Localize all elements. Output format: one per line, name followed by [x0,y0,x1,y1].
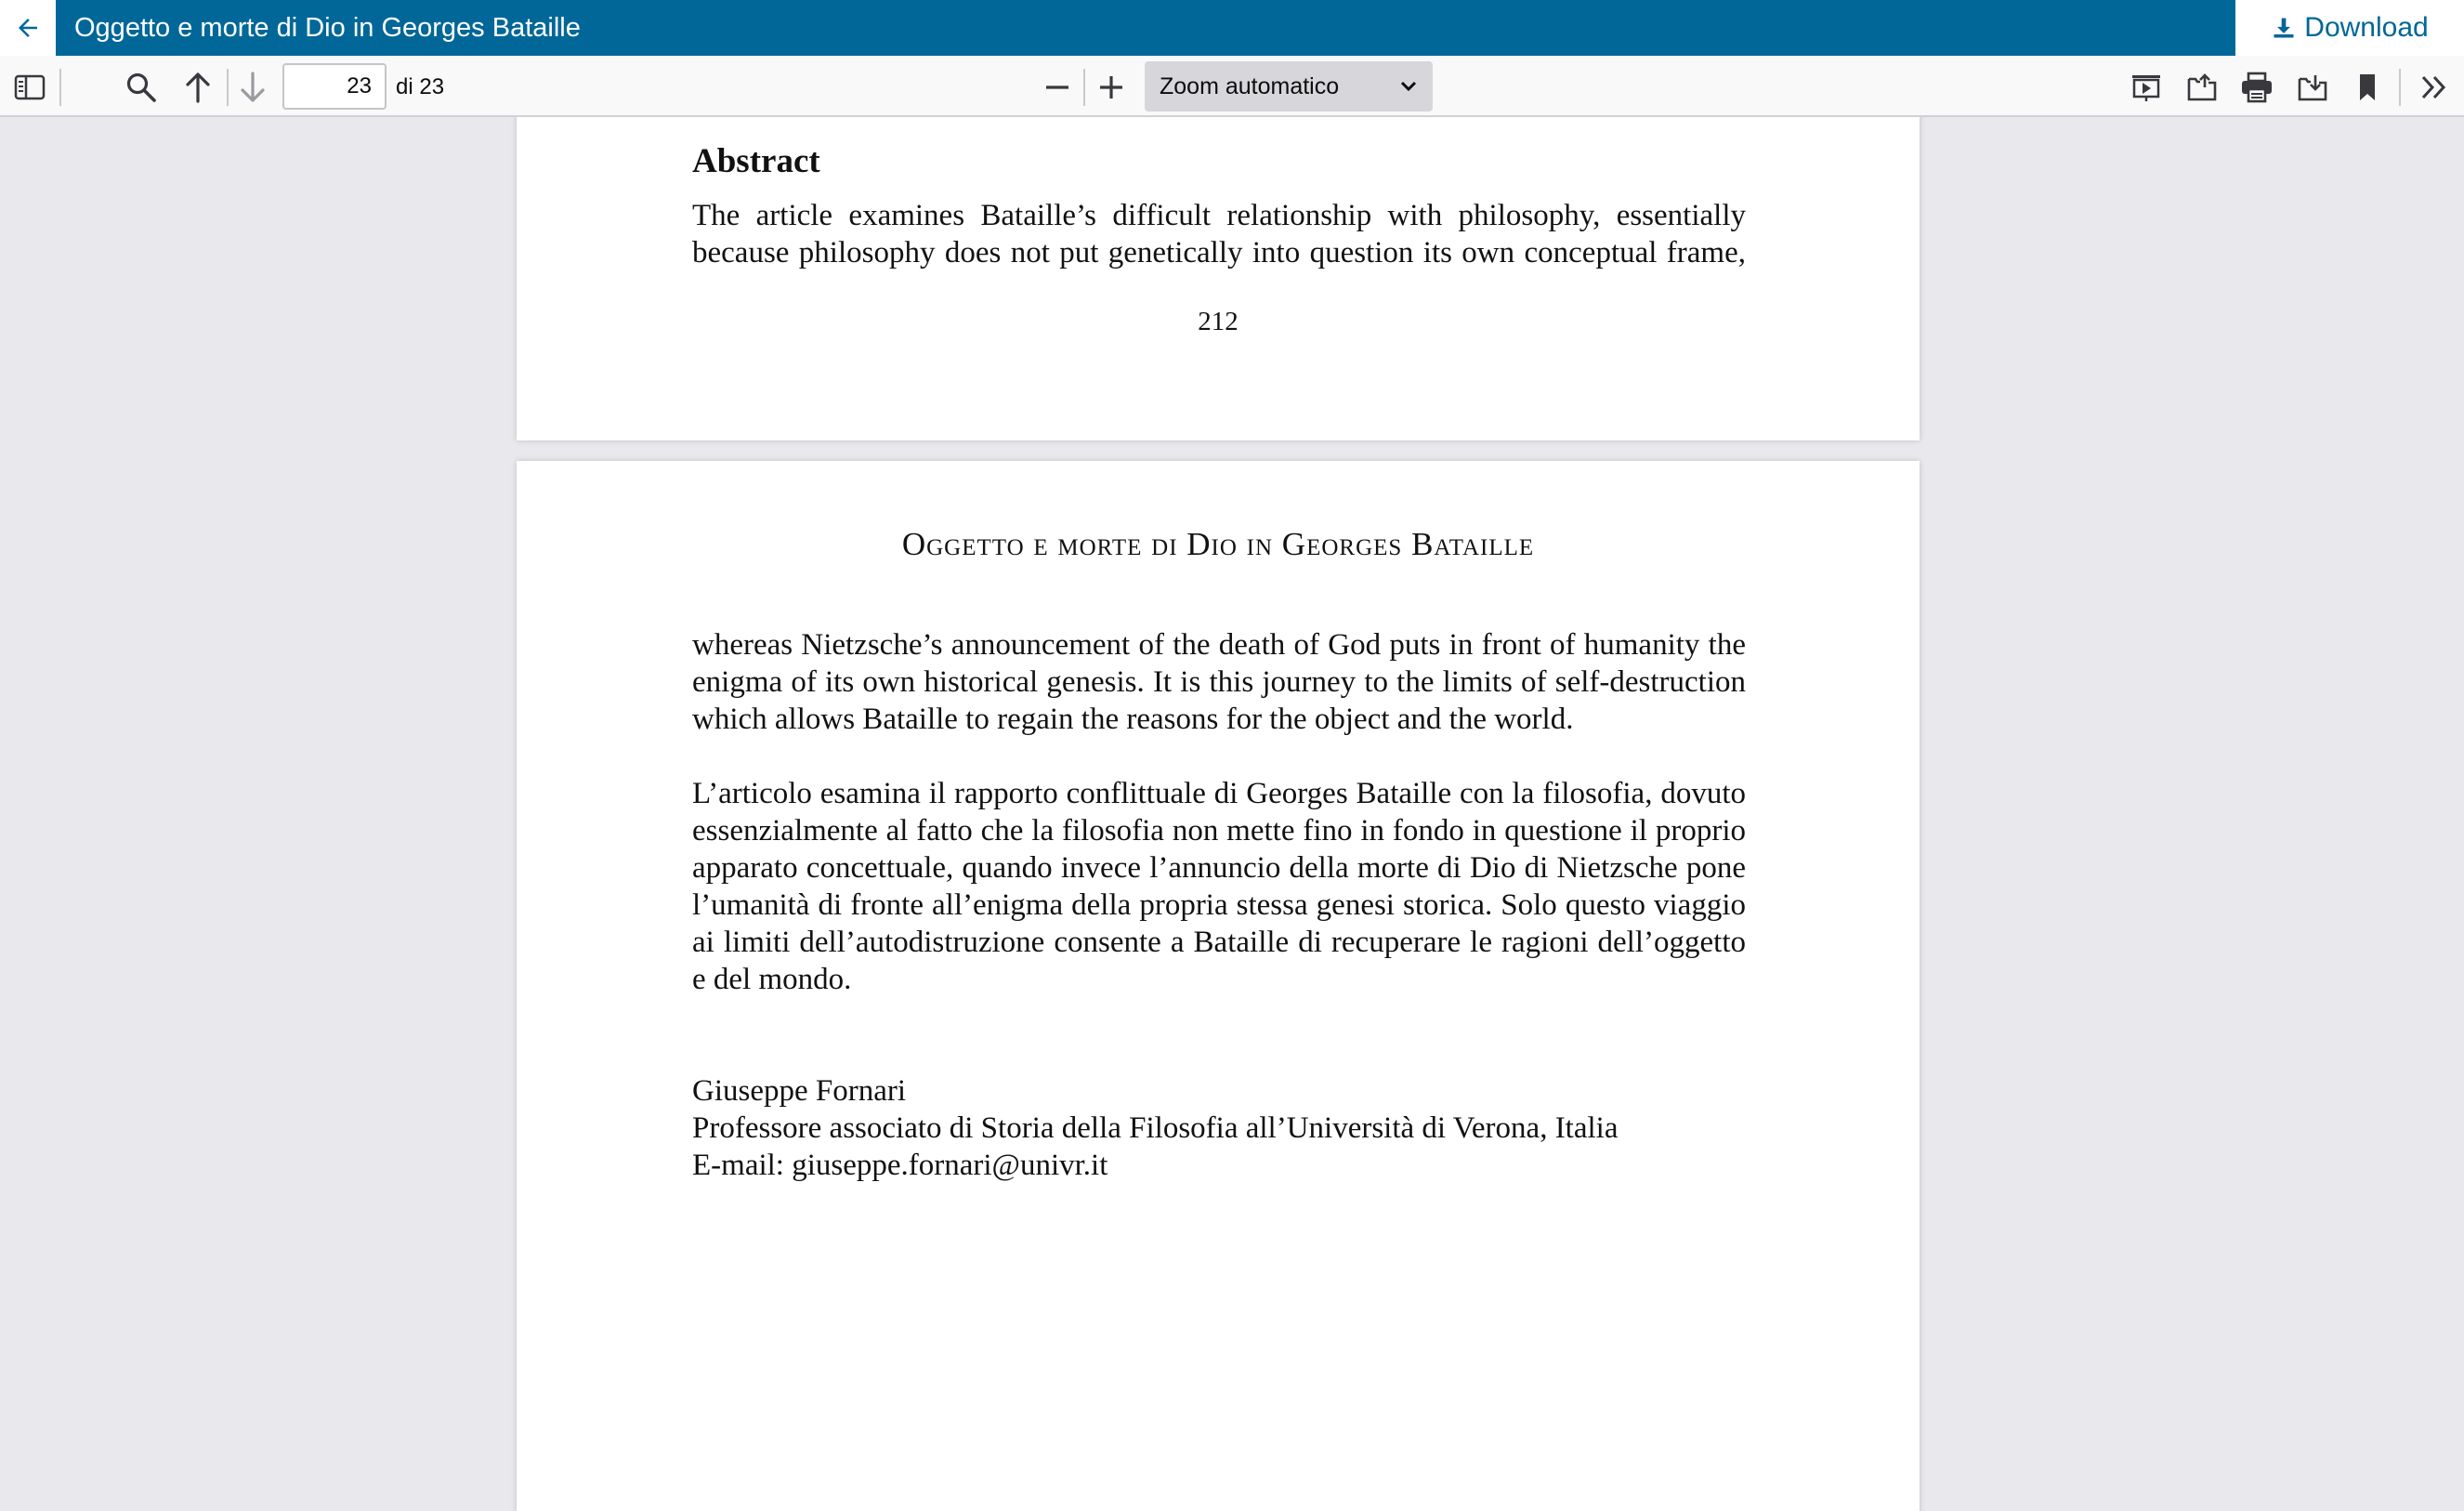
chevron-down-icon [1399,80,1418,93]
pdf-page-previous [517,117,1920,440]
arrow-up-icon [183,71,213,104]
bookmark-icon [2356,72,2379,102]
pdf-page-current [517,461,1920,1511]
toolbar-separator [59,69,61,106]
running-header: Oggetto e morte di Dio in Georges Bataille [901,526,1535,562]
double-chevron-right-icon [2419,73,2449,101]
tools-menu-button[interactable] [2414,67,2455,108]
author-name: Giuseppe Fornari [692,1074,907,1108]
abstract-heading: Abstract [692,142,820,180]
arrow-down-icon [238,71,268,104]
minus-icon [1043,73,1071,101]
author-email: E-mail: giuseppe.fornari@univr.it [692,1149,1108,1182]
find-button[interactable] [121,67,162,108]
author-block [692,1072,1618,1184]
print-icon [2240,72,2274,103]
pdf-toolbar [0,56,2464,117]
bookmark-button[interactable] [2347,67,2388,108]
abstract-italian: L’articolo esamina il rapporto conflittuale di Georges Bataille con la filosofia, dovuto essenzialmente al fatto che la filosofia non mette fino in fondo in questione il proprio apparato concettuale, quando invece l’annuncio della morte di Dio di Nietzsche pone l’umanità di fronte all’enigma della propria stessa genesi storica. Solo questo viaggio ai limiti dell’autodistruzione consente a Bataille di recuperare le ragioni dell’oggetto e del mondo. [692,777,1746,996]
previous-page-button[interactable] [177,67,218,108]
download-icon [2271,15,2297,41]
toolbar-separator [227,69,229,106]
zoom-in-button[interactable] [1091,67,1132,108]
save-button[interactable] [2292,67,2333,108]
page-number: 212 [1198,307,1239,336]
open-file-icon [2186,72,2218,102]
page-number-input[interactable] [282,63,387,110]
arrow-left-icon [14,14,42,42]
download-label: Download [2304,12,2429,43]
save-download-icon [2297,72,2328,102]
sidebar-toggle-button[interactable] [9,67,50,108]
download-button[interactable] [2235,0,2464,56]
title-bar [0,0,2464,56]
toolbar-separator [2399,69,2401,106]
toolbar-separator [1083,69,1085,106]
sidebar-icon [14,73,46,101]
zoom-out-button[interactable] [1037,67,1078,108]
back-button[interactable] [0,0,56,56]
author-affiliation: Professore associato di Storia della Filosofia all’Università di Verona, Italia [692,1111,1619,1145]
document-title: Oggetto e morte di Dio in Georges Bataille [74,12,581,43]
zoom-select-value: Zoom automatico [1160,72,1340,99]
page-count: di 23 [396,74,445,99]
zoom-select[interactable] [1145,61,1433,112]
plus-icon [1097,73,1125,101]
print-button[interactable] [2236,67,2277,108]
presentation-icon [2130,72,2162,102]
presentation-mode-button[interactable] [2126,67,2167,108]
document-viewer[interactable] [0,117,2464,1511]
abstract-text: The article examines Bataille’s difficult relationship with philosophy, essentially because philosophy does not put genetically into question its own conceptual frame, [692,199,1746,269]
next-page-button[interactable] [232,67,273,108]
abstract-english-continuation: whereas Nietzsche’s announcement of the death of God puts in front of humanity the enigma of its own historical genesis. It is this journey to the limits of self-destruction which allows Bataille to regain the reasons for the object and the world. [692,628,1746,736]
search-icon [125,72,157,103]
open-file-button[interactable] [2182,67,2222,108]
